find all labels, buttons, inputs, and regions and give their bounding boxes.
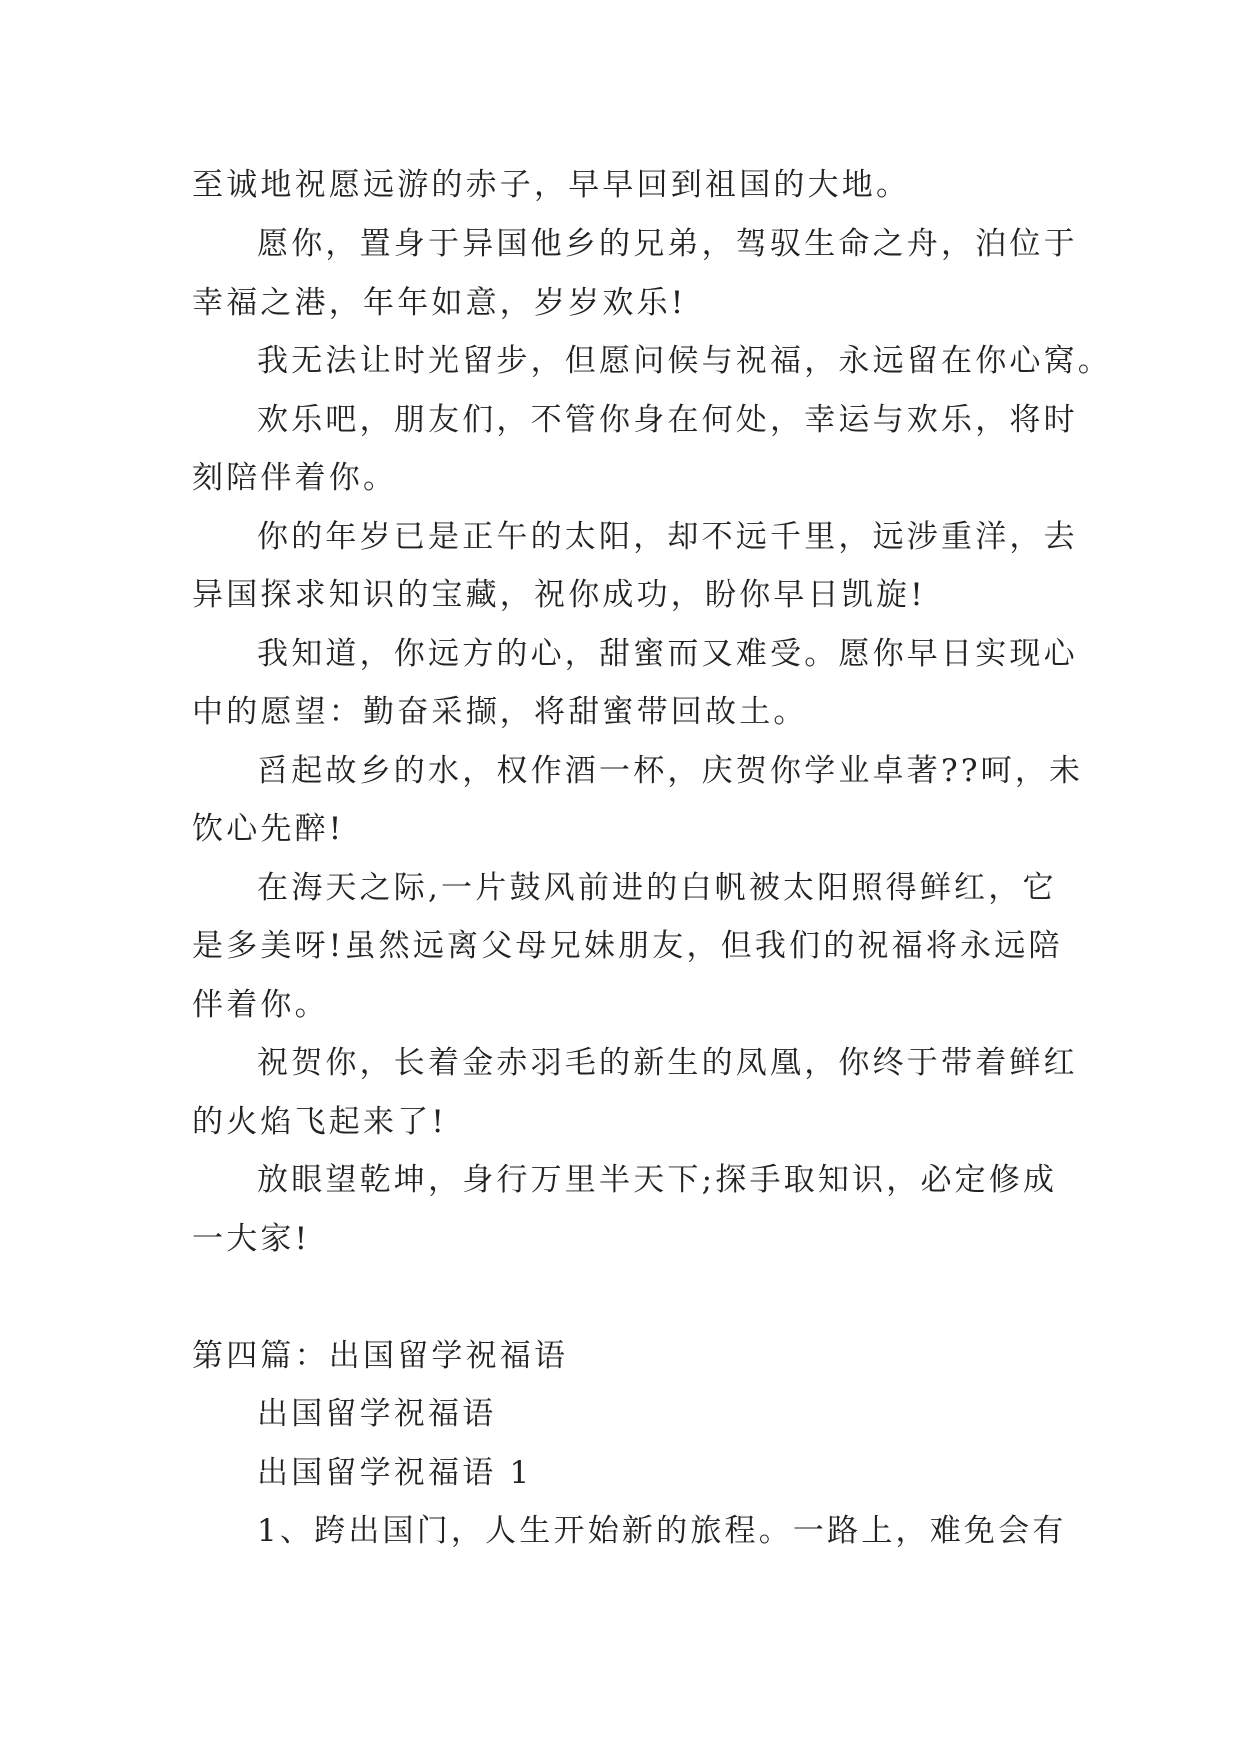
paragraph-line: 祝贺你，长着金赤羽毛的新生的凤凰，你终于带着鲜红 [257, 1045, 1078, 1081]
paragraph-line: 你的年岁已是正午的太阳，却不远千里，远涉重洋，去 [257, 519, 1078, 555]
subheading: 出国留学祝福语 [257, 1396, 497, 1432]
paragraph-line: 是多美呀!虽然远离父母兄妹朋友，但我们的祝福将永远陪 [192, 928, 1063, 964]
paragraph-line: 愿你，置身于异国他乡的兄弟，驾驭生命之舟，泊位于 [257, 226, 1078, 262]
paragraph-line: 欢乐吧，朋友们，不管你身在何处，幸运与欢乐，将时 [257, 402, 1078, 438]
section-heading: 第四篇：出国留学祝福语 [192, 1338, 569, 1374]
paragraph-line: 的火焰飞起来了! [192, 1104, 448, 1140]
paragraph-line: 舀起故乡的水，权作酒一杯，庆贺你学业卓著??呵，未 [257, 753, 1084, 789]
paragraph-line: 在海天之际,一片鼓风前进的白帆被太阳照得鲜红，它 [257, 870, 1057, 906]
paragraph-line: 异国探求知识的宝藏，祝你成功，盼你早日凯旋! [192, 577, 926, 613]
paragraph-line: 刻陪伴着你。 [192, 460, 398, 496]
paragraph-line: 饮心先醉! [192, 811, 345, 847]
paragraph-line: 中的愿望：勤奋采撷，将甜蜜带回故土。 [192, 694, 808, 730]
paragraph-line: 至诚地祝愿远游的赤子，早早回到祖国的大地。 [192, 167, 911, 203]
paragraph-line: 放眼望乾坤，身行万里半天下;探手取知识，必定修成 [257, 1162, 1058, 1198]
paragraph-line: 我无法让时光留步，但愿问候与祝福，永远留在你心窝。 [257, 343, 1112, 379]
paragraph-line: 1、跨出国门，人生开始新的旅程。一路上，难免会有 [257, 1513, 1067, 1549]
paragraph-line: 幸福之港，年年如意，岁岁欢乐! [192, 285, 687, 321]
paragraph-line: 我知道，你远方的心，甜蜜而又难受。愿你早日实现心 [257, 636, 1078, 672]
paragraph-line: 伴着你。 [192, 987, 329, 1023]
paragraph-line: 一大家! [192, 1221, 311, 1257]
subheading: 出国留学祝福语 1 [257, 1455, 533, 1491]
